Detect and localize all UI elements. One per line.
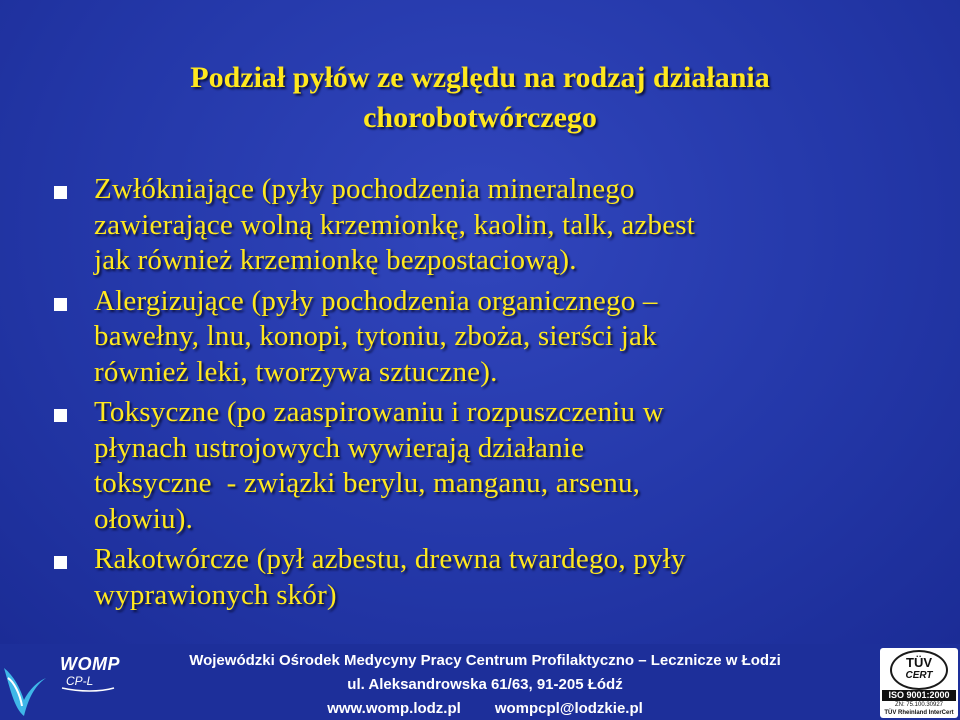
footer-address: ul. Aleksandrowska 61/63, 91-205 Łódź [347, 676, 623, 693]
bullet-line: Toksyczne (po zaaspirowaniu i rozpuszczeniu w [94, 396, 664, 428]
square-bullet-icon [54, 556, 67, 569]
bullet-line: płynach ustrojowych wywierają działanie [94, 431, 585, 464]
square-bullet-icon [54, 186, 67, 199]
tuv-certificate-badge [880, 648, 958, 718]
bullet-line: zawierające wolną krzemionkę, kaolin, talk, azbest [94, 208, 696, 241]
bullet-item [54, 172, 934, 279]
footer-contacts [140, 699, 830, 719]
bullet-line: Alergizujące (pyły pochodzenia organicznego – [94, 284, 658, 317]
bullet-line: również leki, tworzywa sztuczne). [94, 355, 498, 388]
cert-issuer: TÜV Rheinland InterCert [884, 710, 954, 716]
bullet-line: toksyczne - związki berylu, manganu, arsenu, [94, 467, 641, 499]
website-link[interactable]: www.womp.lodz.pl [327, 700, 461, 717]
bullet-line: jak również krzemionkę bezpostaciową). [94, 244, 577, 276]
square-bullet-icon [54, 409, 67, 422]
logo-name: WOMP [60, 654, 120, 674]
iso-label: ISO 9001:2000 [882, 690, 956, 701]
bullet-line: ołowiu). [94, 502, 194, 535]
bullet-item [54, 284, 934, 391]
bullet-text [94, 542, 686, 613]
bullet-line: Rakotwórcze (pył azbestu, drewna twardego, pyły [94, 543, 686, 575]
bullet-text [94, 172, 695, 279]
square-bullet-icon [54, 298, 67, 311]
bullet-text [94, 395, 664, 537]
bullet-text [94, 284, 658, 391]
logo-subtitle: CP-L [66, 674, 94, 688]
cert-number: ZN: 75.100.30927 [894, 702, 944, 708]
tuv-cert-mark: TÜV CERT [890, 650, 948, 690]
title-line-1: Podział pyłów ze względu na rodzaj działania [190, 61, 770, 94]
footer-institution: Wojewódzki Ośrodek Medycyny Pracy Centrum Profilaktyczno – Lecznicze w Łodzi [189, 652, 781, 669]
email-link[interactable]: wompcpl@lodzkie.pl [494, 700, 643, 717]
bullet-line: Zwłókniające (pyły pochodzenia mineralnego [94, 173, 635, 205]
bullet-line: wyprawionych skór) [94, 578, 337, 611]
slide-title [60, 58, 900, 138]
title-line-2: chorobotwórczego [363, 101, 597, 134]
bullet-line: bawełny, lnu, konopi, tytoniu, zboża, sierści jak [94, 320, 657, 352]
bullet-item [54, 542, 934, 613]
bullet-list [54, 172, 934, 618]
bullet-item [54, 395, 934, 537]
